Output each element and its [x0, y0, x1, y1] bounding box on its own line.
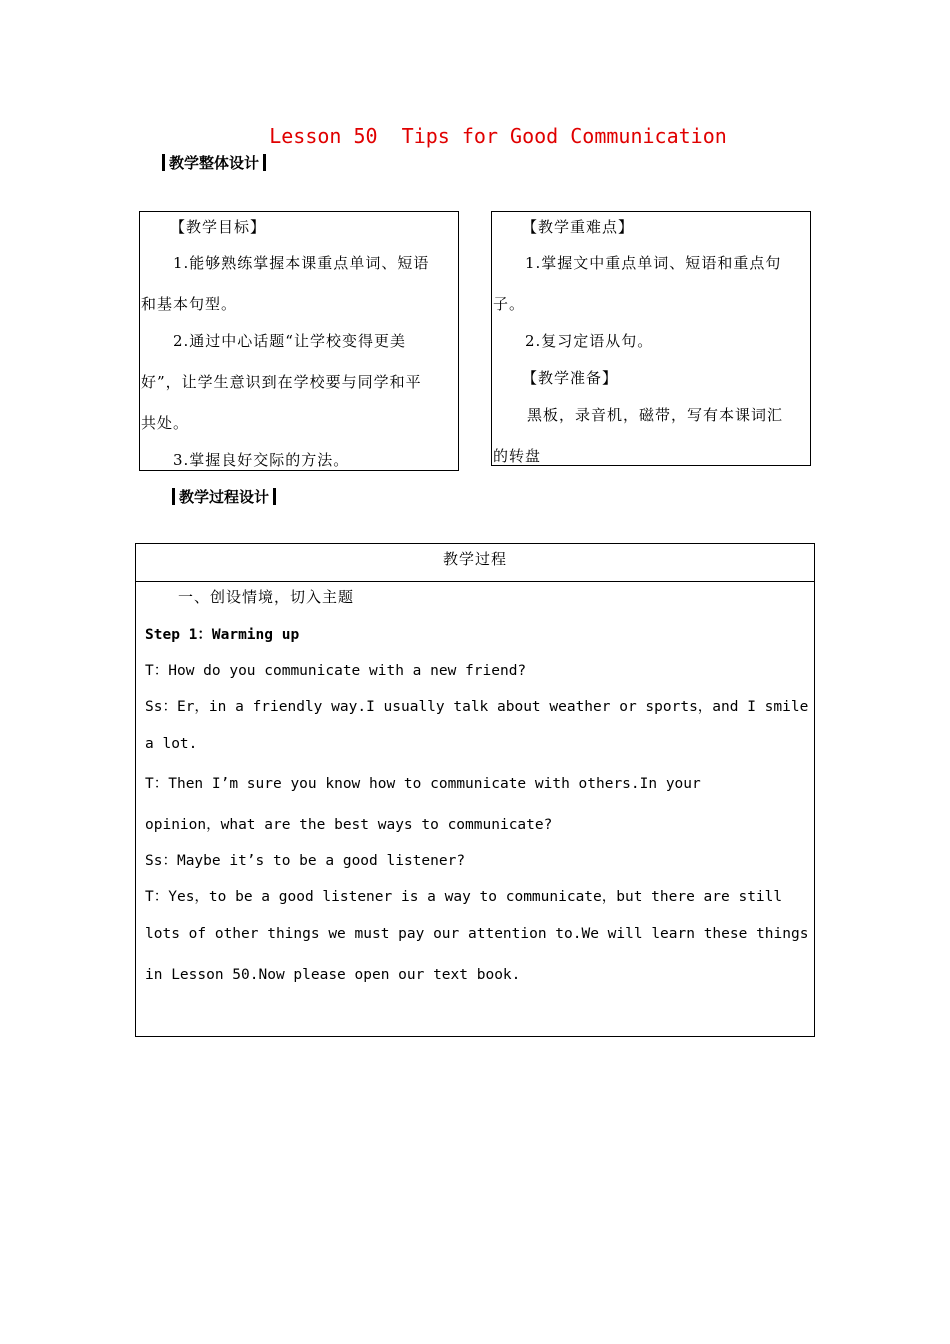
objective-line: 好”，让学生意识到在学校要与同学和平	[141, 373, 422, 391]
objectives-heading: 【教学目标】	[170, 218, 267, 236]
speaker-label: Ss：	[145, 853, 177, 869]
dialogue-line	[145, 659, 526, 680]
objective-line: 3.掌握良好交际的方法。	[173, 451, 350, 469]
section-bar-right	[263, 154, 266, 171]
objective-line: 和基本句型。	[141, 295, 238, 313]
dialogue-line	[145, 885, 782, 906]
key-point-line: 2.复习定语从句。	[525, 332, 654, 350]
process-table	[135, 543, 815, 1037]
objective-line: 共处。	[141, 414, 190, 432]
dialogue-text: Er，in a friendly way.I usually talk about weather or sports，and I smile	[176, 699, 809, 715]
objectives-box	[139, 211, 459, 471]
speaker-label: T：	[145, 776, 169, 792]
key-points-box	[491, 211, 811, 466]
dialogue-text: lots of other things we must pay our attention to.We will learn these things	[145, 926, 809, 942]
dialogue-text: opinion，what are the best ways to communicate?	[145, 817, 553, 833]
section-heading-overall	[162, 152, 266, 173]
header-divider	[136, 581, 814, 582]
objective-line: 1.能够熟练掌握本课重点单词、短语	[173, 254, 430, 272]
process-table-header: 教学过程	[442, 550, 507, 568]
dialogue-line	[145, 849, 465, 870]
key-point-line: 子。	[493, 295, 526, 313]
objective-line: 2.通过中心话题“让学校变得更美	[173, 332, 406, 350]
speaker-label: T：	[145, 663, 169, 679]
dialogue-text: a lot.	[145, 736, 198, 752]
key-point-line: 1.掌握文中重点单词、短语和重点句	[525, 254, 782, 272]
dialogue-text: in Lesson 50.Now please open our text book.	[145, 967, 521, 983]
section-heading-process-text: 教学过程设计	[179, 488, 270, 506]
key-points-heading: 【教学重难点】	[522, 218, 635, 236]
part-heading: 一、创设情境，切入主题	[178, 588, 355, 606]
section-bar-right	[273, 488, 276, 505]
dialogue-text: How do you communicate with a new friend?	[168, 663, 527, 679]
dialogue-line	[145, 772, 701, 793]
dialogue-text: Maybe it’s to be a good listener?	[176, 853, 466, 869]
dialogue-text: Yes，to be a good listener is a way to communicate，but there are still	[168, 889, 783, 905]
section-bar-left	[162, 154, 165, 171]
section-bar-left	[172, 488, 175, 505]
speaker-label: T：	[145, 889, 169, 905]
preparation-line: 的转盘	[493, 447, 542, 465]
dialogue-text: Then I’m sure you know how to communicate with others.In your	[168, 776, 701, 792]
speaker-label: Ss：	[145, 699, 177, 715]
dialogue-line	[145, 695, 808, 716]
section-heading-process	[172, 486, 276, 507]
preparation-line: 黑板，录音机，磁带，写有本课词汇	[527, 406, 784, 424]
preparation-heading: 【教学准备】	[522, 369, 619, 387]
step-heading: Step 1：Warming up	[145, 627, 300, 643]
section-heading-overall-text: 教学整体设计	[169, 154, 260, 172]
lesson-title: Lesson 50 Tips for Good Communication	[269, 124, 727, 148]
